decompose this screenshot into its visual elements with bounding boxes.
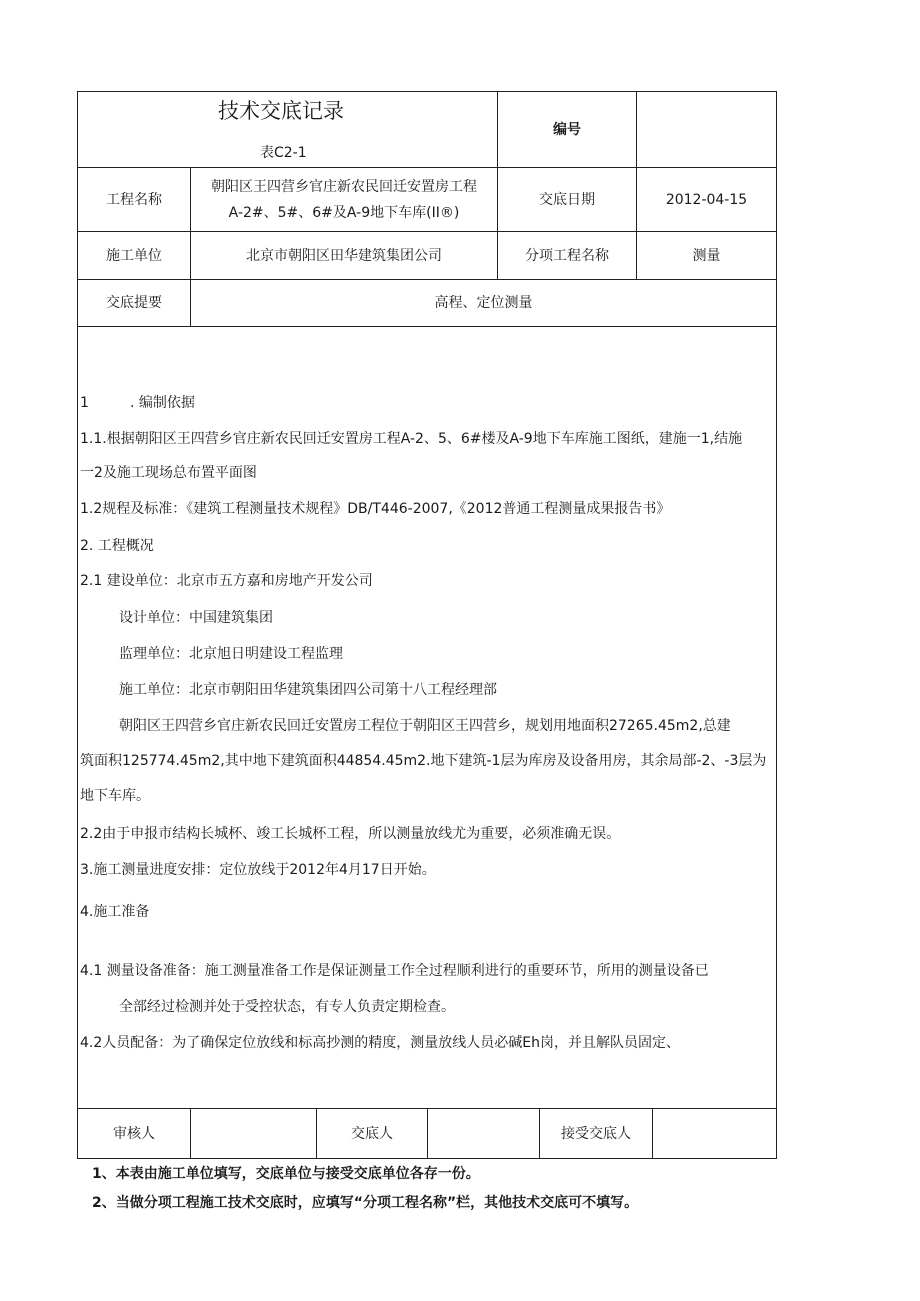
body-line: 2.2由于申报市结构长城杯、竣工长城杯工程，所以测量放线尤为重要，必须准确无误。	[80, 826, 621, 842]
summary-value: 高程、定位测量	[434, 295, 533, 311]
subitem-value: 测量	[692, 247, 721, 264]
subitem-label: 分项工程名称	[525, 247, 609, 264]
body-line: 1.1.根据朝阳区王四营乡官庄新农民回迁安置房工程A-2、5、6#楼及A-9地下车库施工图纸，建施一1,结施	[80, 431, 743, 447]
footnote: 2、当做分项工程施工技术交底时，应填写“分项工程名称”栏，其他技术交底可不填写。	[92, 1195, 639, 1211]
project-name-label: 工程名称	[106, 191, 162, 208]
section-heading: 2. 工程概况	[80, 538, 154, 554]
page-title: 技术交底记录	[218, 99, 344, 123]
summary-label: 交底提要	[106, 295, 162, 311]
body-line: 一2及施工现场总布置平面图	[80, 465, 257, 481]
body-line: 施工单位：北京市朝阳田华建筑集团四公司第十八工程经理部	[119, 682, 497, 698]
body-line: 全部经过检测并处于受控状态，有专人负责定期检查。	[119, 999, 455, 1015]
contractor-value: 北京市朝阳区田华建筑集团公司	[246, 247, 442, 264]
body-line: 4.1 测量设备准备：施工测量准备工作是保证测量工作全过程顺利进行的重要环节，所用的测量设备已	[80, 963, 709, 979]
number-label: 编号	[553, 121, 581, 138]
footnote: 1、本表由施工单位填写，交底单位与接受交底单位各存一份。	[92, 1166, 480, 1182]
project-name-line: A-2#、5#、6#及A-9地下车库(II®)	[228, 204, 460, 221]
number-value[interactable]	[637, 92, 776, 167]
body-line: 监理单位：北京旭日明建设工程监理	[119, 646, 343, 662]
project-name-value	[191, 168, 497, 231]
receiver-signature[interactable]	[653, 1109, 776, 1159]
row-divider	[78, 326, 776, 327]
reviewer-signature[interactable]	[191, 1109, 316, 1159]
body-line: 1.2规程及标准：《建筑工程测量技术规程》DB/T446-2007,《2012普通工程测量成果报告书》	[80, 501, 671, 517]
body-line: 地下车库。	[80, 788, 150, 804]
body-line: 朝阳区王四营乡官庄新农民回迁安置房工程位于朝阳区王四营乡，规划用地面积27265.45m2,总建	[119, 718, 731, 734]
section-number: 1	[80, 395, 89, 411]
body-line: 4.2人员配备：为了确保定位放线和标高抄测的精度，测量放线人员必碱Eh岗，并且解队员固定、	[80, 1035, 680, 1051]
body-line: 筑面积125774.45m2,其中地下建筑面积44854.45m2.地下建筑-1层为库房及设备用房，其余局部-2、-3层为	[80, 753, 767, 769]
section-heading: . 编制依据	[130, 395, 195, 411]
body-line: 设计单位：中国建筑集团	[119, 610, 273, 626]
body-line: 3.施工测量进度安排：定位放线于2012年4月17日开始。	[80, 862, 436, 878]
contractor-label: 施工单位	[106, 247, 162, 264]
section-heading: 4.施工准备	[80, 904, 150, 920]
record-form	[77, 91, 777, 1159]
body-line: 2.1 建设单位：北京市五方嘉和房地产开发公司	[80, 573, 373, 589]
receiver-label: 接受交底人	[561, 1126, 631, 1142]
date-value: 2012-04-15	[665, 191, 748, 208]
form-code: 表C2-1	[260, 145, 307, 161]
reviewer-label: 审核人	[113, 1126, 155, 1142]
presenter-label: 交底人	[351, 1126, 393, 1142]
project-name-line: 朝阳区王四营乡官庄新农民回迁安置房工程	[211, 178, 477, 195]
date-label: 交底日期	[539, 191, 595, 208]
presenter-signature[interactable]	[428, 1109, 539, 1159]
